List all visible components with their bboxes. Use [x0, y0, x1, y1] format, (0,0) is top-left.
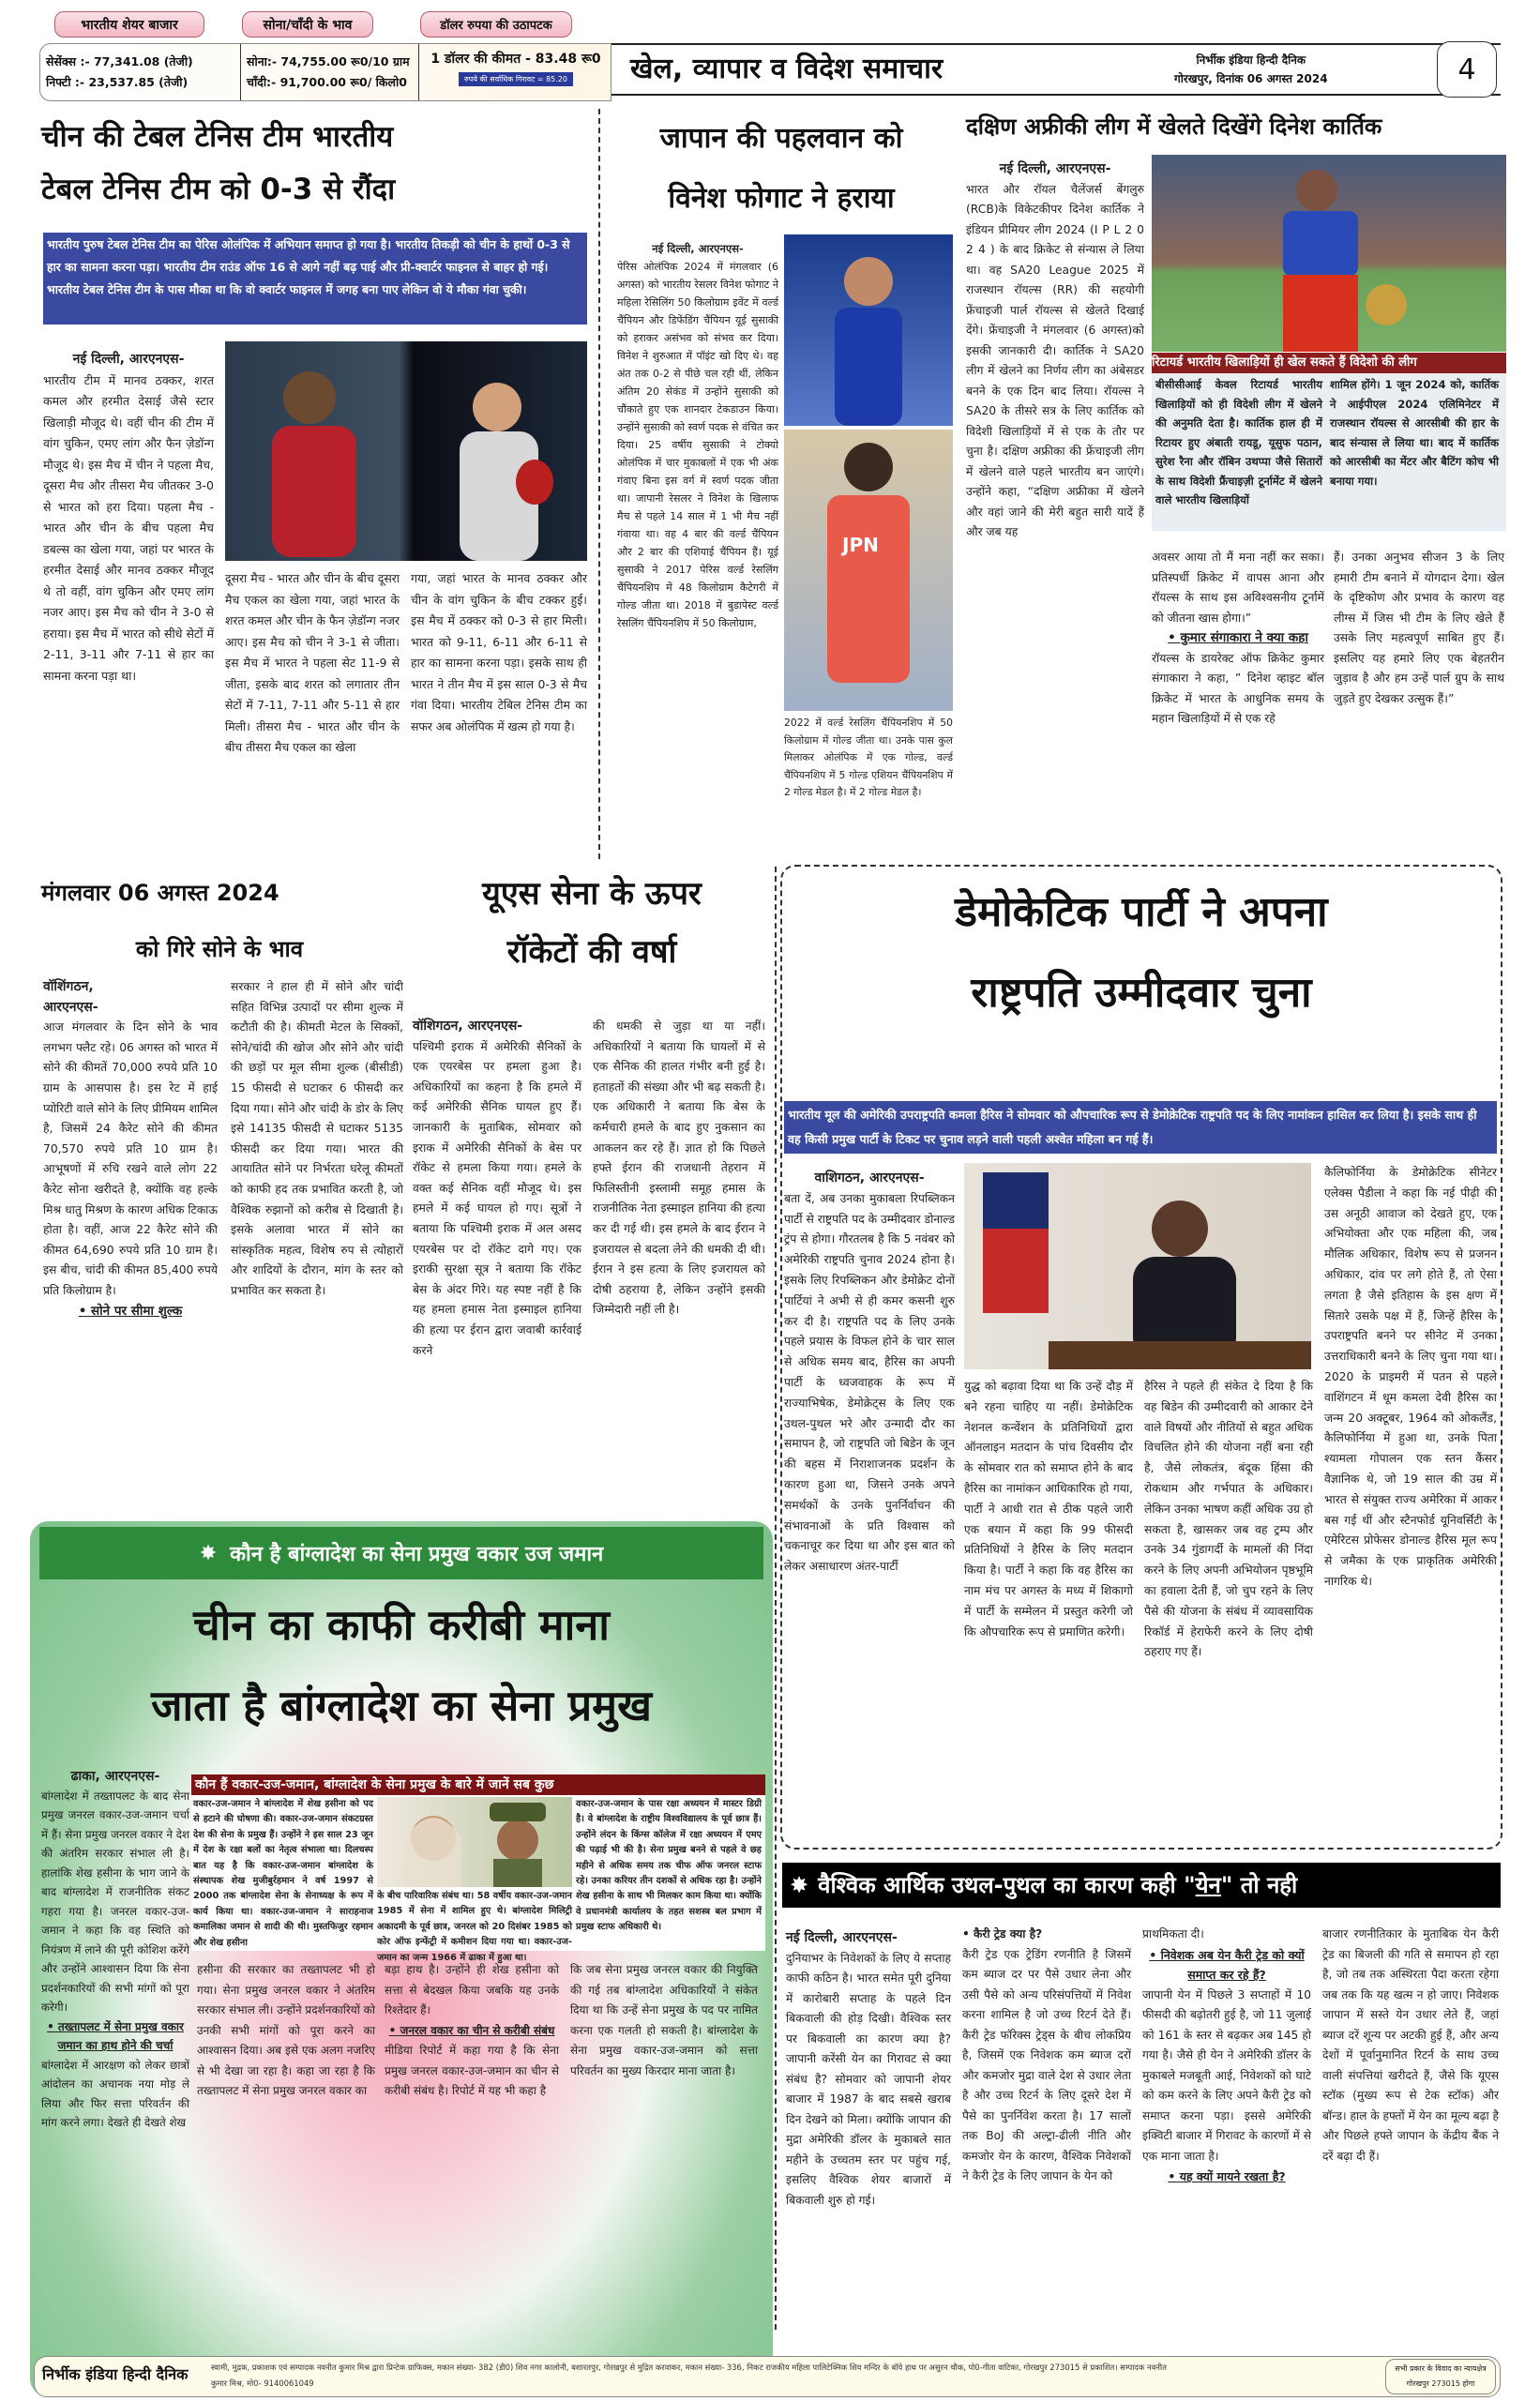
- share-values: [46, 52, 193, 93]
- rocket-body-1: पश्चिमी इराक में अमेरिकी सैनिकों के एक एयरबेस पर हमला हुआ है। अधिकारियों का कहना है कि हमले में कई अमेरिकी सैनिक घायल हुए हैं। जानकारी के मुताबिक, सोमवार को इराक में अमेरिकी सैनिकों के बेस पर रॉकेट से हमला किया गया। हमले के वक्त कई सैनिक वहीं मौजूद थे। इस हमले में कई घायल हो गए। सूत्रों ने बताया कि पश्चिमी इराक में अल असद एयरबेस पर दो रॉकेट दागे गए। एक इराकी सुरक्षा सूत्र ने बताया कि रॉकेट बेस के अंदर गिरे। यह स्पष्ट नहीं है कि यह हमला हमास नेता इस्माइल हानिया की हत्या पर ईरान द्वारा जवाबी कार्रवाई करने: [413, 1039, 581, 1357]
- tt-column-1: [43, 349, 214, 687]
- footer: [34, 2356, 1501, 2397]
- yen-column-1: [786, 1928, 951, 2211]
- gold-body-1: आज मंगलवार के दिन सोने के भाव लगभग फ्लैट रहे। 06 अगस्त को भारत में सोने की कीमतें 70,000 रुपये प्रति 10 ग्राम के आसपास है। इस रेट में हाई प्योरिटी वाले सोने के लिए प्रीमियम शामिल है, जिसमें 24 कैरेट सोने की कीमत 70,570 रुपये प्रति 10 ग्राम है। आभूषणों में रुचि रखने वाले लोग 22 कैरेट सोना खरीदते है, क्योंकि वह हल्के मिश्र धातु मिश्रण के कारण अधिक टिकाऊ होता है। वहीं, आज 22 कैरेट सोने की कीमत 64,690 रुपये प्रति 10 ग्राम है। इस बीच, चांदी की कीमत 85,400 रुपये प्रति किलोग्राम है।: [43, 1020, 218, 1297]
- harris-column-2: युद्ध को बढ़ावा दिया था कि उन्हें दौड़ में बने रहना चाहिए या नहीं। डेमोक्रेटिक नेशनल कन्वेंशन के प्रतिनिधियों द्वारा ऑनलाइन मतदान के पांच दिवसीय दौर के सोमवार रात को समाप्त होने के बाद हैरिस का नामांकन आधिकारिक हो गया, पार्टी ने आधी रात से ठीक पहले जारी एक बयान में कहा कि 99 फीसदी प्रतिनिधियों ने हैरिस के लिए मतदान किया है। पार्टी ने कहा कि वह हैरिस का नाम मंच पर अगस्त के मध्य में शिकागो में पार्टी के सम्मेलन में प्रस्तुत करेगी जो कि औपचारिक रूप से प्रमाणित करेगी।: [964, 1380, 1133, 1638]
- paper-name: निर्भीक इंडिया हिन्दी दैनिक: [1196, 53, 1306, 67]
- svg-text:JPN: JPN: [842, 534, 879, 556]
- rupee-low-note: रुपये की सर्वाधिक गिरावट = 85.20: [459, 72, 573, 86]
- karthik-column-3: [1152, 548, 1324, 730]
- issue-date: गोरखपुर, दिनांक 06 अगस्त 2024: [1174, 72, 1328, 85]
- page-number: 4: [1457, 53, 1476, 86]
- karthik-body-1: भारत और रॉयल चैलेंजर्स बेंगलुरु (RCB)के विकेटकीपर दिनेश कार्तिक ने इंडियन प्रीमियर लीग 2024 (I P L 2 0 2 4 ) के बाद क्रिकेट से संन्यास ले लिया था। वह SA20 League 2025 में राजस्थान रॉयल्स (RR) की सहयोगी फ्रेंचाइजी पार्ल रॉयल्स से खेलते दिखाई देंगे। फ्रेंचाइजी ने मंगलवार (6 अगस्त)को इसकी जानकारी दी। कार्तिक ने SA20 लीग में खेलने का निर्णय लीग का अंबेसडर बनने के एक दिन बाद लिया। रॉयल्स ने SA20 के तीसरे सत्र के लिए कार्तिक को विदेशी खिलाड़ियों में से एक के तौर पर चुना है। दक्षिण अफ्रीका की फ्रेंचाइजी लीग में खेलने वाले पहले भारतीय बन जाएंगे। उन्होंने कहा, “दक्षिण अफ्रीका में खेलने और वहां जाने की मेरी बहुत सारी यादें हैं और जब यह: [966, 182, 1144, 538]
- pill-label: सोना/चाँदी के भाव: [263, 17, 353, 33]
- harris-summary: भारतीय मूल की अमेरिकी उपराष्ट्रपति कमला हैरिस ने सोमवार को औपचारिक रूप से डेमोक्रेटिक राष्ट्रपति पद के लिए नामांकन हासिल कर लिया है। इसके साथ ही वह किसी प्रमुख पार्टी के टिकट पर चुनाव लड़ने वाली पहली अश्वेत महिला बन गई हैं।: [784, 1101, 1497, 1154]
- bangla-box-left: वकार-उज-जमान ने बांग्लादेश में शेख हसीना को पद से हटाने की घोषणा की। वकार-उज-जमान संकटग्रस्त देश की सेना के प्रमुख हैं। उन्होंने ने इस साल 23 जून में देश के रक्षा बलों का नेतृत्व संभाला था। दिलचस्प बात यह है कि वकार-उज-जमान बांग्लादेश के संस्थापक शेख मुजीबुर्रहमान ने वर्ष 1997 से 2000 तक बांग्लादेश सेना के सेनाध्यक्ष के रूप में कार्य किया था। वकार-उज-जमान ने साराहनाज कमालिका जमान से शादी की थी। मुस्तफिजुर रहमान और शेख हसीना: [193, 1799, 373, 1948]
- yen-body-3: जापानी येन में पिछले 3 सप्ताहों में 10 फीसदी की बढ़ोतरी हुई है, जो 11 जुलाई को 161 के स्तर से बढ़कर अब 145 हो गया है। जैसे ही येन ने अमेरिकी डॉलर के मुकाबले मजबूती आई, निवेशकों को घाटे को कम करने के लिए अपने कैरी ट्रेड को समाप्त करना पड़ा। इससे अमेरिकी इक्विटी बाजार में गिरावट के कारणों में से एक माना जाता है।: [1142, 1987, 1311, 2163]
- karthik-column-4: हैं। उनका अनुभव सीजन 3 के लिए हमारी टीम बनाने में योगदान देगा। खेल के दृष्टिकोण और प्रभाव के कारण वह लीग्स में जिस भी टीम के लिए खेले हैं उसके लिए महत्वपूर्ण साबित हुए हैं। इसलिए यह हमारे लिए एक बेहतरीन जुड़ाव है और हम उन्हें पार्ल ग्रुप के साथ जुड़ते हुए देखकर उत्सुक हैं।”: [1334, 551, 1504, 705]
- rocket-column-1: [413, 1017, 581, 1361]
- bangla-subhead-text: तख्तापलट में सेना प्रमुख वकार जमान का हाथ होने की चर्चा: [57, 2019, 184, 2052]
- bangla-subhead-2: • जनरल वकार का चीन से करीबी संबंध: [388, 2023, 555, 2037]
- yen-column-3: [1142, 1925, 1311, 2187]
- section-title: खेल, व्यापार व विदेश समाचार: [630, 53, 944, 85]
- tt-photo: [225, 341, 587, 561]
- footer-jurisdiction: सभी प्रकार के विवाद का न्यायक्षेत्र गोरखपुर 273015 होगा: [1385, 2359, 1496, 2394]
- bangla-body-1: बांग्लादेश में तख्तापलट के बाद सेना प्रमुख जनरल वकार-उज-जमान चर्चा में हैं। सेना प्रमुख जनरल वकार ने देश की अंतरिम सरकार संभाल ली है। हालांकि शेख हसीना के भाग जाने के बाद बांग्लादेश में राजनीतिक संकट गहरा गया है। जनरल वकार-उज-जमान ने कहा कि वह स्थिति को नियंत्रण में लाने की पूरी कोशिश करेंगे और उन्होंने आश्वासन दिया कि सेना प्रदर्शनकारियों की सभी मांगों को पूरा करेगी।: [41, 1789, 189, 2014]
- harris-headline-line1: डेमोकेटिक पार्टी ने अपना: [955, 888, 1328, 936]
- tt-dateline: नई दिल्ली, आरएनएस-: [72, 352, 185, 367]
- rocket-dateline: वॉशिगठन, आरएनएस-: [413, 1019, 523, 1034]
- wrestle-body: पेरिस ओलंपिक 2024 में मंगलवार (6 अगस्त) को भारतीय रेसलर विनेश फोगाट ने महिला रेसिलिंग 50 किलोग्राम इवेंट में वर्ल्ड चैंपियन और डिफेंडिंग चैंपियन यूई सुसाकी को हराकर असंभव को संभव कर दिया। विनेश ने शुरुआत में पॉइंट खो दिए थे। वह अंत तक 0-2 से पीछे चल रही थीं, लेकिन अंतिम 20 सेकंड में उन्होंने सुसाकी को चौंकाते हुए एक शानदार टेकडाउन किया। उन्होंने सुसाकी को स्वर्ण पदक से वंचित कर दिया। 25 वर्षीय सुसाकी ने टोक्यो ओलंपिक में चार मुकाबलों में एक भी अंक गंवाए बिना इस वर्ग में स्वर्ण पदक जीता था। जापानी रेसलर ने विनेश के खिलाफ मैच से पहले 14 साल में 1 भी मैच नहीं गंवाया था। वह 4 बार की वर्ल्ड चैंपियन और 2 बार की एशियाई चैंपियन हैं। यूई सुसाकी ने 2017 पेरिस वर्ल्ड रेसलिंग चैंपियनशिप में 48 किलोग्राम कैटेगरी में गोल्ड जीता था। 2018 में बुडापेस्ट वर्ल्ड रेसलिंग चैंपियनशिप में 50 किलोग्राम,: [617, 261, 778, 629]
- bangla-headline: [38, 1585, 765, 1746]
- tt-headline-line2: टेबल टेनिस टीम को 0-3 से रौंदा: [41, 173, 396, 206]
- hasina-and-general-image: [377, 1797, 572, 1887]
- yen-subhead-1-text: कैरी ट्रेड क्या है?: [974, 1927, 1043, 1940]
- karthik-column-1: [966, 159, 1144, 543]
- column-divider: [598, 109, 600, 859]
- yen-body-3a: प्राथमिकता दी।: [1142, 1927, 1204, 1940]
- harris-headline-line2: राष्ट्रपति उम्मीदवार चुना: [971, 969, 1312, 1017]
- bangla-column-4: कि जब सेना प्रमुख जनरल वकार की नियुक्ति की गई तब बांग्लादेश अधिकारियों ने संकेत दिया था कि उन्हें सेना प्रमुख के पद पर नामित करना एक गलती हो सकती है। बांग्लादेश के सेना प्रमुख वकार-उज-जमान को सत्ता परिवर्तन का मुख्य किरदार माना जाता है।: [570, 1963, 758, 2077]
- yen-subhead-2: • निवेशक अब येन कैरी ट्रेड को क्यों समाप्त कर रहे हैं?: [1149, 1947, 1305, 1982]
- karthik-info-box: [1152, 373, 1506, 531]
- yen-column-2: [962, 1925, 1131, 2187]
- bangla-column-3: [385, 1960, 559, 2102]
- susaki-photo: [784, 430, 953, 711]
- karthik-body-3: रॉयल्स के डायरेक्ट ऑफ क्रिकेट कुमार संगाकारा ने कहा, ” दिनेश व्हाइट बॉल क्रिकेट में भारत के आधुनिक समय के महान खिलाड़ियों में से एक रहे: [1152, 651, 1324, 725]
- karthik-headline: दक्षिण अफ्रीकी लीग में खेलते दिखेंगे दिनेश कार्तिक: [966, 113, 1382, 140]
- bangla-photo: [377, 1797, 572, 1887]
- bangla-headline-line2: जाता है बांग्लादेश का सेना प्रमुख: [151, 1681, 652, 1730]
- gold-headline: [41, 865, 398, 977]
- pill-share-market: [54, 11, 204, 38]
- karthik-photo: [1152, 155, 1506, 352]
- pill-label: डॉलर रुपया की उठापटक: [440, 19, 552, 33]
- karthik-subhead-text: कुमार संगाकारा ने क्या कहा: [1180, 630, 1308, 645]
- bangla-kicker-text: कौन है बांग्लादेश का सेना प्रमुख वकार उज जमान: [230, 1543, 604, 1566]
- harris-headline: [786, 872, 1497, 1034]
- harris-photo: [964, 1163, 1311, 1369]
- wrestler-red-image: [784, 430, 953, 711]
- yen-body-1: दुनियाभर के निवेशकों के लिए ये सप्ताह काफी कठिन है। भारत समेत पूरी दुनिया में कारोबारी सप्ताह के पहले दिन बिकवाली की होड़ दिखी। वैश्विक स्तर पर बिकवाली का कारण क्या है? जापानी करेंसी येन का गिरावट से क्या संबंध है? सोमवार को जापानी शेयर बाजार में 1987 के बाद सबसे खराब दिन देखने को मिला। क्योंकि जापान की मुद्रा अमेरिकी डॉलर के मुकाबले सात महीने के उच्चतम स्तर पर पहुंच गई, इसलिए वैश्विक शेयर बाजारों में बिकवाली शुरु हो गई।: [786, 1951, 951, 2207]
- karthik-dateline: नई दिल्ली, आरएनएस-: [999, 161, 1111, 176]
- sensex: सेसेंक्स :- 77,341.08 (तेजी): [46, 54, 193, 68]
- wrestler-blue-image: [784, 234, 953, 426]
- table-tennis-players-image: [225, 341, 587, 561]
- bangla-box-right: वकार-उज-जमान के पास रक्षा अध्ययन में मास्टर डिग्री है। वे बांग्लादेश के राष्ट्रीय विश्वविद्यालय के पूर्व छात्र हैं। उन्होंने लंदन के किंग्स कॉलेज में रक्षा अध्ययन में एमए की पढ़ाई भी की है। सेना प्रमुख बनने से पहले वे छह महीने से अधिक समय तक चीफ ऑफ जनरल स्टाफ रहे। उनका करियर तीन दशकों से अधिक रहा है। उन्होंने शेख हसीना के साथ भी मिलकर काम किया था। क्योंकि वे प्रधानमंत्री कार्यालय के तहत सशस्त्र बल प्रभाग में प्रमुख स्टाफ अधिकारी थे।: [576, 1799, 762, 1933]
- tt-headline: [41, 111, 604, 216]
- nifty: निफ्टी :- 23,537.85 (तेजी): [46, 75, 189, 89]
- bullion-values: [247, 52, 410, 93]
- bangla-headline-line1: चीन का काफी करीबी माना: [193, 1600, 610, 1650]
- starburst-icon: ✸: [199, 1541, 218, 1565]
- bangla-subhead-2-text: जनरल वकार का चीन से करीबी संबंध: [400, 2023, 555, 2037]
- karthik-quote: अवसर आया तो मैं मना नहीं कर सका। प्रतिस्पर्धी क्रिकेट में वापस आना और रॉयल्स के साथ इस अविश्वसनीय टूर्नामें को जीतना खास होगा।”: [1152, 551, 1324, 625]
- page-number-box: [1437, 41, 1497, 98]
- karthik-subhead: • कुमार संगाकारा ने क्या कहा: [1168, 630, 1308, 645]
- wrestle-headline-line1: जापान की पहलवान को: [659, 122, 903, 155]
- karthik-photo-caption: रिटायर्ड भारतीय खिलाड़ियों ही खेल सकते हैं विदेशो की लीग: [1152, 353, 1506, 373]
- bangla-column-2: हसीना की सरकार का तख्तापलट भी हो गया। सेना प्रमुख जनरल वकार ने अंतरिम सरकार संभाल ली। उन्होंने प्रदर्शनकारियों को उनकी सभी मांगों को पूरा करने का आश्वासन दिया। अब इसे एक अलग नजरिए से भी देखा जा रहा है। कहा जा रहा है कि तख्तापलट में सेना प्रमुख जनरल वकार का: [197, 1963, 375, 2097]
- tt-headline-line1: चीन की टेबल टेनिस टीम भारतीय: [41, 120, 394, 154]
- rocket-column-2: की धमकी से जुड़ा था या नहीं। अधिकारियों ने बताया कि घायलों में से एक सैनिक की हालत गंभीर बनी हुई है। हताहतों की संख्या और भी बढ़ सकती है। एक अधिकारी ने बताया कि बेस के कर्मचारी हमले के बाद हुए नुकसान का आकलन कर रहे हैं। ज्ञात हो कि पिछले हफ्ते ईरान की राजधानी तेहरान में फिलिस्तीनी इस्लामी समूह हमास के राजनीतिक नेता इस्माइल हानिया की हत्या कर दी गई थी। इस हमले के बाद ईरान ने इजरायल से बदला लेने की धमकी दी थी। ईरान ने इस हत्या के लिए इजरायल को दोषी ठहराया है, लेकिन उन्होंने इसकी जिम्मेदारी नहीं ली है।: [593, 1019, 765, 1317]
- tt-column-3: गया, जहां भारत के मानव ठक्कर और चीन के वांग चुकिन के बीच टक्कर हुई। इस मैच में ठक्कर को 0-3 से हार मिली। भारत को 9-11, 6-11 और 6-11 से हार का सामना करना पड़ा। इसके साथ ही भारत ने तीन मैच में इस साल 0-3 से मैच गंवा दिया। भारतीय टेबिल टेनिस टीम का सफर अब ओलंपिक में खत्म हो गया है।: [411, 571, 587, 733]
- rocket-headline: [409, 865, 775, 981]
- yen-subhead-1: • कैरी ट्रेड क्या है?: [962, 1927, 1043, 1940]
- bangla-body-1b: बांग्लादेश में आरक्षण को लेकर छात्रों आंदोलन का अचानक नया मोड़ ले लिया और फिर सत्ता परिवर्तन की मांग करने लगा। देखते ही देखते शेख: [41, 2058, 189, 2129]
- yen-column-4: बाजार रणनीतिकार के मुताबिक येन कैरी ट्रेड का बिजली की गति से समापन हो रहा है, जो तब तक अस्थिरता पैदा करता रहेगा जब तक कि यह खत्म न हो जाए। निवेशक जापान में सस्ते येन उधार लेते हैं, जहां ब्याज दरें शून्य पर अटकी हुई हैं, और अन्य देशों में पूर्वानुमानित रिटर्न के साथ उच्च वाली संपत्तियां खरीदते हैं, जैसे कि यूएस स्टॉक (मुख्य रूप से टेक स्टॉक) और बॉन्ड। हाल के हफ्तों में येन का मूल्य बढ़ा है और पिछले हफ्ते जापान के केंद्रीय बैंक ने दरें बढ़ा दी हैं।: [1322, 1927, 1499, 2163]
- gold-headline-line1: मंगलवार 06 अगस्त 2024: [41, 880, 279, 906]
- harris-column-3: हैरिस ने पहले ही संकेत दे दिया है कि वह बिडेन की उम्मीदवारी को आकार देने वाले विषयों और नीतियों से बहुत अधिक विचलित होने की योजना नहीं बना रही है, जैसे लोकतंत्र, बंदूक हिंसा की रोकथाम और गर्भपात के अधिकार। लेकिन उनका भाषण कहीं अधिक उग्र हो सकता है, खासकर जब वह ट्रम्प और उनके 34 गुंडागर्दी के मामलों की निंदा करने के लिए अपनी अभियोजन पृष्ठभूमि का हवाला देती हैं, जो चुप रहने के लिए पैसे की योजना के संबंध में व्यावसायिक रिकॉर्ड में हेराफेरी करने के लिए दोषी ठहराए गए हैं।: [1144, 1380, 1313, 1659]
- gold-dateline-2: आरएनएस-: [43, 999, 98, 1015]
- wrestle-dateline: नई दिल्ली, आरएनएस-: [652, 242, 744, 255]
- market-box: [39, 43, 611, 101]
- pill-dollar: [420, 11, 572, 38]
- bangla-body-3: बड़ा हाथ है। उन्होंने ही शेख हसीना को सत्ता से बेदखल किया जबकि यह उनके रिश्तेदार हैं।: [385, 1963, 559, 2016]
- yen-headline: [782, 1863, 1501, 1908]
- silver-price: चाँदी:- 91,700.00 रू0/ किलो0: [247, 75, 407, 89]
- harris-column-4: कैलिफोर्निया के डेमोक्रेटिक सीनेटर एलेक्स पैडीला ने कहा कि नई पीढ़ी की उस अनूठी आवाज को देखते हुए, एक अभियोक्ता और एक महिला की, जब मौलिक अधिकार, विशेष रूप से प्रजनन अधिकार, दांव पर लगे होते हैं, तो ऐसा लगता है जैसे इतिहास के इस क्षण में सितारे उसके पक्ष में हैं, जिन्हें हैरिस के उपराष्ट्रपति बनने पर सीनेट में उनका उत्तराधिकारी बनने के लिए चुना गया था। 2020 के प्राइमरी में पतन से पहले वाशिंगटन में धूम कमला देवी हैरिस का जन्म 20 अक्टूबर, 1964 को ओकलैंड, कैलिफोर्निया में हुआ था, उनके पिता श्यामला गोपालन एक स्तन कैंसर वैज्ञानिक थे, जो 19 साल की उम्र में भारत से संयुक्त राज्य अमेरिका में आकर बस गई थीं और स्टैनफोर्ड यूनिवर्सिटी के एमेरिटस प्रोफेसर डोनाल्ड हैरिस मूल रूप से जमैका के एक प्राकृतिक अमेरिकी नागरिक थे।: [1324, 1166, 1497, 1588]
- bangla-dateline: ढाका, आरएनएस-: [70, 1769, 160, 1784]
- harris-body-1: बता दें, अब उनका मुकाबला रिपब्लिकन पार्टी से राष्ट्रपति पद के उम्मीदवार डोनाल्ड ट्रंप से होगा। गौरतलब है कि 5 नवंबर को अमेरिकी राष्ट्रपति चुनाव 2024 होना है। इसके लिए रिपब्लिकन और डेमोक्रेट दोनों पार्टियां ने अभी से ही कमर कसनी शुरु कर दी है। राष्ट्रपति पद के लिए उनके पहले प्रयास के विफल होने के चार साल से अधिक समय बाद, हैरिस का अपनी पार्टी के ध्वजवाहक के रूप में राज्याभिषेक, डेमोक्रेट्स के लिए एक उथल-पुथल भरे और उन्मादी दौर का समापन है, जो राष्ट्रपति जो बिडेन के जून की बहस में निराशाजनक प्रदर्शन के कारण हुआ था, जिसने उनके अपने समर्थकों के उनके पुनर्निर्वाचन की संभावनाओं के प्रति विश्वास को चकनाचूर कर दिया था और इस बात को लेकर असाधारण अंतर-पार्टी: [784, 1191, 955, 1574]
- yen-subhead-3-text: यह क्यों मायने रखता है?: [1179, 2169, 1286, 2183]
- gold-dateline-1: वॉशिंगठन,: [43, 979, 94, 994]
- footer-brand: निर्भीक इंडिया हिन्दी दैनिक: [42, 2365, 189, 2383]
- bangla-kicker: [39, 1527, 763, 1579]
- vinesh-photo: [784, 234, 953, 426]
- yen-body-2: कैरी ट्रेड एक ट्रेडिंग रणनीति है जिसमें कम ब्याज दर पर पैसे उधार लेना और उसी पैसे को अन्य परिसंपत्तियों में निवेश करना शामिल है जो उच्च रिटर्न देते हैं। कैरी ट्रेड फॉरेक्स ट्रेड्स के बीच लोकप्रिय है, जिसमें एक निवेशक कम ब्याज दरों और कमजोर मुद्रा वाले देश से उधार लेता है और उच्च रिटर्न के लिए दूसरे देश में पैसे का पुनर्निवेश करता है। 17 सालों तक BoJ की अल्ट्रा-ढीली नीति और कमजोर येन के कारण, वैश्विक निवेशकों ने कैरी ट्रेड के लिए जापान के येन को: [962, 1947, 1131, 2182]
- masthead-bar: [611, 43, 1501, 96]
- gold-price: सोना:- 74,755.00 रू0/10 ग्राम: [247, 54, 410, 68]
- wrestle-headline-line2: विनेश फोगाट ने हराया: [668, 182, 895, 215]
- wrestle-caption: 2022 में वर्ल्ड रेसलिंग चैंपियनशिप में 50 किलोग्राम में गोल्ड जीता था। उनके पास कुल मिलाकर ओलंपिक में एक गोल्ड, वर्ल्ड चैंपियनशिप में 5 गोल्ड एशियन चैंपियनशिप में 2 गोल्ड मेडल है। में 2 गोल्ड मेडल है।: [784, 717, 953, 798]
- rocket-headline-line2: रॉकेटों की वर्षा: [506, 933, 677, 971]
- yen-subhead-2-text: निवेशक अब येन कैरी ट्रेड को क्यों समाप्त कर रहे हैं?: [1160, 1947, 1305, 1982]
- wrestle-headline: [608, 109, 955, 229]
- bangla-subhead: • तख्तापलट में सेना प्रमुख वकार जमान का हाथ होने की चर्चा: [47, 2019, 184, 2052]
- harris-dateline: वाशिगठन, आरएनएस-: [814, 1170, 925, 1185]
- rocket-headline-line1: यूएस सेना के ऊपर: [482, 875, 702, 913]
- yen-subhead-3: • यह क्यों मायने रखता है?: [1168, 2169, 1286, 2183]
- yen-headline-post: " तो नही: [1220, 1872, 1298, 1898]
- harris-column-1: [784, 1169, 955, 1578]
- tt-body-1: भारतीय टीम में मानव ठक्कर, शरत कमल और हरमीत देसाई जैसे स्टार खिलाड़ी मौजूद थे। वहीं चीन की टीम में वांग चुकिन, एमए लांग और फैन ज़ेडॉन्ग मौजूद थे। इस मैच में चीन ने पहला मैच, दूसरा मैच और तीसरा मैच जीतकर 3-0 से भारत को हरा दिया। पहला मैच - भारत और चीन के बीच पहला मैच डबल्स का खेला गया, जहां पर भारत के हरमीत देसाई और मानव ठक्कर मौजूद थे तो वहीं, वांग चुकिन और एमए लांग नजर आए। इस मैच को चीन ने 3-0 से हराया। इस मैच में भारत को सीधे सेटों में 2-11, 3-11 और 7-11 से हार का सामना करना पड़ा था।: [43, 372, 214, 683]
- gold-subhead: • सोने पर सीमा शुल्क: [78, 1303, 183, 1319]
- yen-headline-pre: वैश्विक आर्थिक उथल-पुथल का कारण कही ": [818, 1872, 1196, 1898]
- footer-imprint: स्वामी, मुद्रक, प्रकाशक एवं सम्पादक नवनीत कुमार मिश्र द्वारा प्रिन्टेक ग्राफिक्स, मकान संख्या- 382 (डी0) शिव नगर कालोनी, बशारतपुर, गोरखपुर से मुद्रित करवाकर, मकान संख्या- 336, निकट राजकीय महिला पालिटेक्निक शिव मन्दिर के बॉये हाथ पर असुरन चौक, पो0-गीता वाटिका, गोरखपुर 273015 से प्रकाशित। सम्पादक नवनीत कुमार मिश्र, मो0- 9140061049: [211, 2363, 1167, 2388]
- gold-subhead-text: सोने पर सीमा शुल्क: [91, 1303, 183, 1319]
- pill-label: भारतीय शेयर बाजार: [81, 17, 178, 33]
- cricketer-image: [1152, 155, 1506, 352]
- gold-column-1: [43, 977, 218, 1321]
- bangla-body-3b: मीडिया रिपोर्ट में कहा गया है कि सेना प्रमुख जनरल वकार-उज-जमान का चीन से करीबी संबंध है। रिपोर्ट में यह भी कहा है: [385, 2044, 559, 2097]
- dollar-rate: 1 डॉलर की कीमत - 83.48 रू0: [430, 52, 601, 67]
- yen-headline-yen: येन: [1195, 1872, 1221, 1898]
- paper-info: [1174, 51, 1328, 88]
- bangla-box-title: कौन हैं वकार-उज-जमान, बांग्लादेश के सेना प्रमुख के बारे में जानें सब कुछ: [191, 1774, 765, 1795]
- gold-headline-line2: को गिरे सोने के भाव: [135, 936, 304, 962]
- bangla-column-1: [41, 1767, 189, 2133]
- column-divider: [775, 867, 777, 2330]
- wrestle-column: [617, 240, 778, 632]
- bangla-box-middle: के बीच पारिवारिक संबंध था। 58 वर्षीय वकार-उज-जमान 1985 में सेना में शामिल हुए थे। बांग्लादेश मिलिट्री अकादमी के पूर्व छात्र, जनरल को 20 दिसंबर 1985 को कोर ऑफ इन्फेंट्री में कमीशन दिया गया था। वकार-उज-जमान का जन्म 1966 में ढाका में हुआ था।: [377, 1891, 572, 1963]
- harris-signing-image: [964, 1163, 1311, 1369]
- yen-dateline: नई दिल्ली, आरएनएस-: [786, 1930, 898, 1945]
- tt-column-2: दूसरा मैच - भारत और चीन के बीच दूसरा मैच एकल का खेला गया, जहां भारत के शरत कमल और चीन के फैन ज़ेडॉन्ग नजर आए। इस मैच को चीन ने 3-1 से जीता। इस मैच में भारत ने पहला सेट 11-9 से जीता, इसके बाद शरत को लगातार तीन सेटों में 7-11, 7-11 और 5-11 से हार मिली। तीसरा मैच - भारत और चीन के बीच तीसरा मैच एकल का खेला: [225, 571, 400, 754]
- pill-gold-silver: [242, 11, 373, 38]
- karthik-box-left: बीसीसीआई केवल रिटायर्ड भारतीय खिलाड़ियों को ही विदेशी लीग में खेलने की अनुमति देता है। कार्तिक हाल ही में रिटायर हुए अंबाती रायडू, यूसुफ पठान, सुरेश रैना और रॉबिन उथप्पा जैसे सितारों के साथ विदेशी फ्रैंचाइज़ी टूर्नामेंट में खेलने वाले भारतीय खिलाड़ियों: [1155, 378, 1322, 506]
- dollar-values: [427, 50, 605, 86]
- gold-column-2: सरकार ने हाल ही में सोने और चांदी सहित विभिन्न उत्पादों पर सीमा शुल्क में कटौती की है। कीमती मेटल के सिक्कों, सोने/चांदी की खोज और सोने और चांदी की छड़ों पर मूल सीमा शुल्क (बीसीडी) 15 फीसदी से घटाकर 6 फीसदी कर दिया गया। सोने और चांदी के डोर के लिए इसे 14135 फीसदी से घटाकर 5135 फीसदी कर दिया गया। भारत की आयातित सोने पर निर्भरता घरेलू कीमतों को काफी हद तक प्रभावित करती है, जो वैश्विक रुझानों को करीब से दिखाती है। इसके अलावा भारत में सोने का सांस्कृतिक महत्व, विशेष रुप से त्योहारों और शादियों के दौरान, मांग के स्तर को प्रभावित कर सकता है।: [231, 980, 403, 1297]
- karthik-box-right: शामिल होंगे। 1 जून 2024 को, कार्तिक ने आईपीएल 2024 एलिमिनेटर में राजस्थान रॉयल्स से आरसीबी की हार के बाद संन्यास ले लिया था। बाद में कार्तिक को आरसीबी का मेंटर और बैटिंग कोच भी बनाया गया।: [1330, 378, 1499, 488]
- starburst-icon: ✸: [790, 1872, 809, 1898]
- tt-summary: भारतीय पुरुष टेबल टेनिस टीम का पेरिस ओलंपिक में अभियान समाप्त हो गया है। भारतीय तिकड़ी को चीन के हाथों 0-3 से हार का सामना करना पड़ा। भारतीय टीम राउंड ऑफ 16 से आगे नहीं बढ़ पाई और प्री-क्वार्टर फाइनल से बाहर हो गई। भारतीय टेबल टेनिस टीम के पास मौका था कि वो क्वार्टर फाइनल में जगह बना पाए लेकिन वो ये मौका गंवा चुकी।: [43, 233, 587, 325]
